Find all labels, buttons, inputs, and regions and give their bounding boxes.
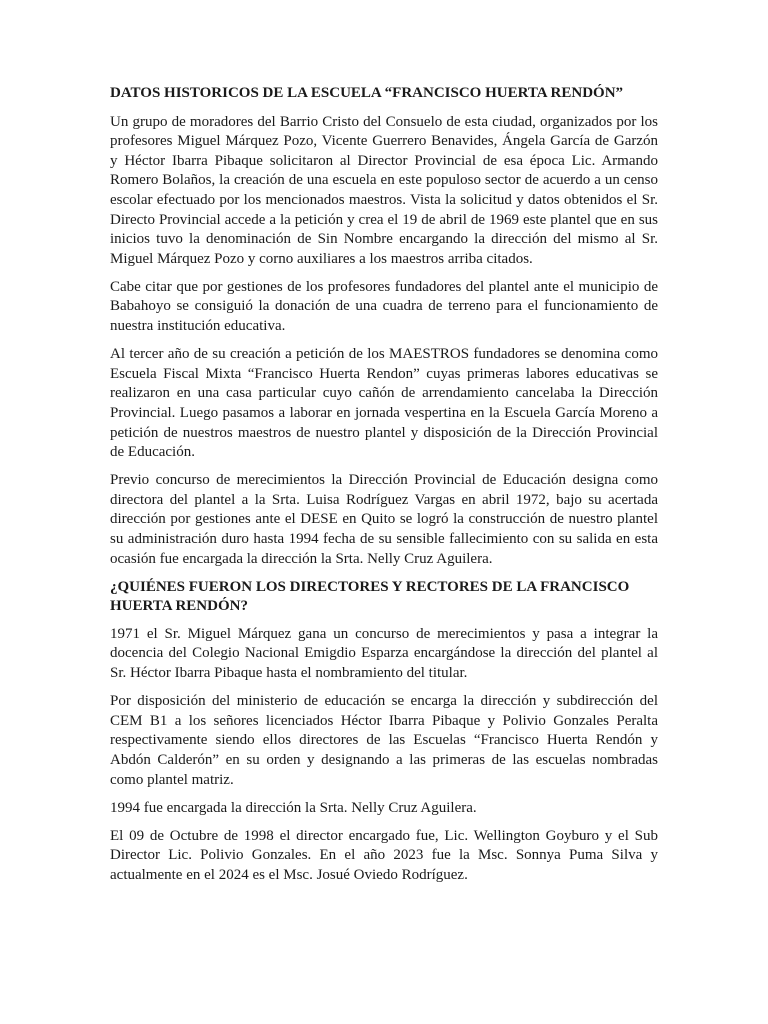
document-title: DATOS HISTORICOS DE LA ESCUELA “FRANCISCO HUERTA RENDÓN” [110,85,624,101]
paragraph-1994: 1994 fue encargada la dirección la Srta. Nelly Cruz Aguilera. [110,799,477,816]
paragraph-cem-b1: Por disposición del ministerio de educación se encarga la dirección y subdirección del CEM B1 a los señores licenciados Héctor Ibarra Pibaque y Polivio Gonzales Peralta respectivamente siendo ellos directores de las Escuelas “Francisco Huerta Rendón y Abdón Calderón” en su orden y designando a las primeras de las escuelas nombradas como plantel matriz. [110,693,658,788]
paragraph-land-donation: Cabe citar que por gestiones de los profesores fundadores del plantel ante el municipio de Babahoyo se consiguió la donación de una cuadra de terreno para el funcionamiento de nuestra institución educativa. [110,278,658,335]
paragraph-1971: 1971 el Sr. Miguel Márquez gana un concurso de merecimientos y pasa a integrar la docencia del Colegio Nacional Emigdio Esparza encargándose la dirección del plantel al Sr. Héctor Ibarra Pibaque hasta el nombramiento del titular. [110,625,658,682]
paragraph-recent-directors: El 09 de Octubre de 1998 el director encargado fue, Lic. Wellington Goyburo y el Sub Director Lic. Polivio Gonzales. En el año 2023 fue la Msc. Sonnya Puma Silva y actualmente en el 2024 es el Msc. Josué Oviedo Rodríguez. [110,827,658,883]
section-subtitle: ¿QUIÉNES FUERON LOS DIRECTORES Y RECTORES DE LA FRANCISCO HUERTA RENDÓN? [110,578,630,615]
paragraph-founding: Un grupo de moradores del Barrio Cristo del Consuelo de esta ciudad, organizados por los profesores Miguel Márquez Pozo, Vicente Guerrero Benavides, Ángela García de Garzón y Héctor Ibarra Pibaque solicitaron al Director Provincial de esa época Lic. Armando Romero Bolaños, la creación de una escuela en este populoso sector de acuerdo a un censo escolar efectuado por los mencionados maestros. Vista la solicitud y datos obtenidos el Sr. Directo Provincial accede a la petición y crea el 19 de abril de 1969 este plantel que en sus inicios tuvo la denominación de Sin Nombre encargando la dirección del mismo al Sr. Miguel Márquez Pozo y corno auxiliares a los maestros arriba citados. [110,113,658,267]
paragraph-first-director: Previo concurso de merecimientos la Dirección Provincial de Educación designa como directora del plantel a la Srta. Luisa Rodríguez Vargas en abril 1972, bajo su acertada dirección por gestiones ante el DESE en Quito se logró la construcción de nuestro plantel su administración duro hasta 1994 fecha de su sensible fallecimiento con su salida en esta ocasión fue encargada la dirección la Srta. Nelly Cruz Aguilera. [110,472,658,567]
document-page [110,84,658,894]
paragraph-naming: Al tercer año de su creación a petición de los MAESTROS fundadores se denomina como Escuela Fiscal Mixta “Francisco Huerta Rendon” cuyas primeras labores educativas se realizaron en una casa particular cuyo cañón de arrendamiento cancelaba la Dirección Provincial. Luego pasamos a laborar en jornada vespertina en la Escuela García Moreno a petición de nuestros maestros de nuestro plantel y disposición de la Dirección Provincial de Educación. [110,346,658,461]
